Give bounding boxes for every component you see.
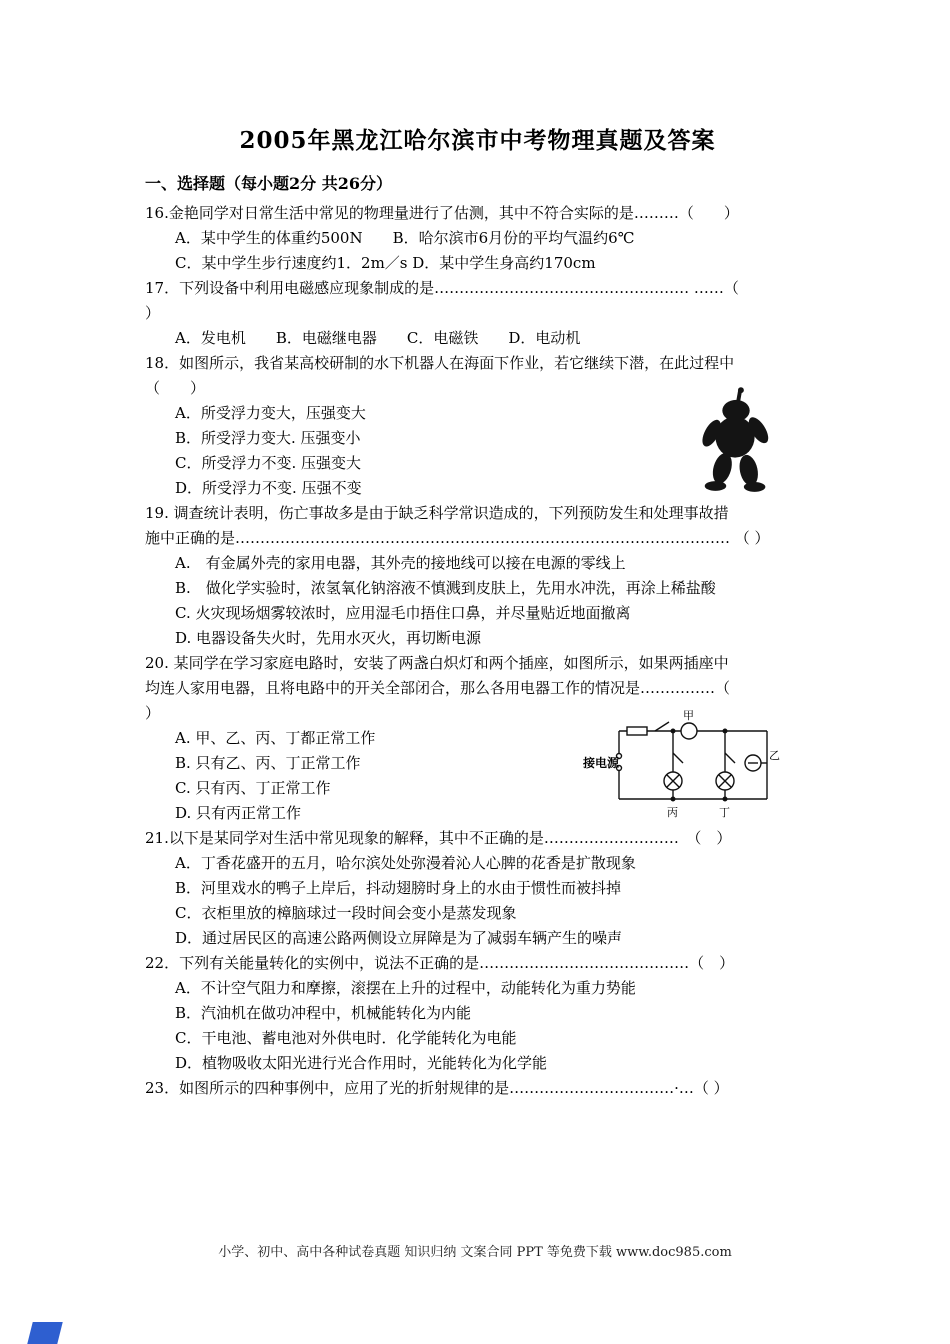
option-line: D．通过居民区的高速公路两侧设立屏障是为了减弱车辆产生的噪声	[175, 929, 623, 947]
circuit-label-bing: 丙	[667, 806, 678, 819]
option-line: A．发电机 B．电磁继电器 C．电磁铁 D．电动机	[175, 329, 581, 347]
question-stem-line: 16.金艳同学对日常生活中常见的物理量进行了估测，其中不符合实际的是………（ ）	[145, 204, 739, 222]
option-line: A．不计空气阻力和摩擦，滚摆在上升的过程中，动能转化为重力势能	[175, 979, 636, 997]
option-line: A．所受浮力变大，压强变大	[175, 404, 366, 422]
option-line: A. 甲、乙、丙、丁都正常工作	[175, 729, 376, 747]
circuit-power-label: 接电源	[583, 756, 620, 770]
question-stem-line: 23．如图所示的四种事例中，应用了光的折射规律的是……………………………·…（ ）	[145, 1079, 729, 1097]
option-line: C．所受浮力不变. 压强变大	[175, 454, 362, 472]
option-line: D．植物吸收太阳光进行光合作用时，光能转化为化学能	[175, 1054, 548, 1072]
question-stem-line: 均连人家用电器，且将电路中的开关全部闭合，那么各用电器工作的情况是……………（	[145, 679, 731, 697]
question-stem-line: ）	[145, 304, 161, 322]
page-title: 2005年黑龙江哈尔滨市中考物理真题及答案	[239, 127, 716, 154]
option-line: C．衣柜里放的樟脑球过一段时间会变小是蒸发现象	[175, 904, 517, 922]
option-line: A. 有金属外壳的家用电器，其外壳的接地线可以接在电源的零线上	[175, 554, 626, 572]
question-stem-line: （ ）	[145, 379, 206, 397]
question-20	[145, 651, 810, 826]
circuit-label-jia: 甲	[683, 709, 694, 722]
question-stem-line: 19. 调查统计表明，伤亡事故多是由于缺乏科学常识造成的，下列预防发生和处理事故措	[145, 504, 729, 522]
question-stem-line: 21.以下是某同学对生活中常见现象的解释，其中不正确的是……………………… （ ）	[145, 829, 732, 847]
question-21	[145, 826, 810, 951]
option-line: C．某中学生步行速度约1．2m／s D．某中学生身高约170cm	[175, 254, 596, 272]
underwater-robot-icon	[693, 385, 781, 495]
question-stem-line: 施中正确的是……………………………………………………………………………………… （ ）	[145, 529, 770, 547]
question-16	[145, 201, 810, 276]
question-stem-line: 20. 某同学在学习家庭电路时，安装了两盏白炽灯和两个插座，如图所示，如果两插座中	[145, 654, 729, 672]
option-line: B. 做化学实验时，浓氢氧化钠溶液不慎溅到皮肤上，先用水冲洗，再涂上稀盐酸	[175, 579, 716, 597]
option-line: B．河里戏水的鸭子上岸后，抖动翅膀时身上的水由于惯性而被抖掉	[175, 879, 622, 897]
question-19	[145, 501, 810, 651]
circuit-diagram-icon	[583, 709, 781, 819]
section-header: 一、选择题（每小题2分 共26分）	[145, 174, 392, 193]
question-17	[145, 276, 810, 351]
question-stem-line: ）	[145, 704, 161, 722]
question-stem-line: 22．下列有关能量转化的实例中，说法不正确的是……………………………………（ ）	[145, 954, 735, 972]
page-footer: 小学、初中、高中各种试卷真题 知识归纳 文案合同 PPT 等免费下载 www.doc985.com	[218, 1245, 732, 1260]
option-line: B. 只有乙、丙、丁正常工作	[175, 754, 361, 772]
circuit-label-ding: 丁	[719, 806, 730, 819]
option-line: C. 火灾现场烟雾较浓时，应用湿毛巾捂住口鼻，并尽量贴近地面撤离	[175, 604, 631, 622]
underwater-robot-figure	[693, 385, 781, 495]
corner-decoration	[27, 1322, 62, 1344]
option-line: C. 只有丙、丁正常工作	[175, 779, 331, 797]
question-22	[145, 951, 810, 1076]
option-line: D．所受浮力不变. 压强不变	[175, 479, 362, 497]
option-line: D. 电器设备失火时，先用水灭火，再切断电源	[175, 629, 482, 647]
question-stem-line: 17．下列设备中利用电磁感应现象制成的是…………………………………………… ……（	[145, 279, 739, 297]
circuit-diagram-figure	[583, 709, 781, 819]
question-23	[145, 1076, 810, 1101]
circuit-label-yi: 乙	[769, 749, 780, 762]
option-line: D. 只有丙正常工作	[175, 804, 302, 822]
question-18	[145, 351, 810, 501]
option-line: B．汽油机在做功冲程中，机械能转化为内能	[175, 1004, 472, 1022]
option-line: A．丁香花盛开的五月，哈尔滨处处弥漫着沁人心脾的花香是扩散现象	[175, 854, 636, 872]
option-line: B．所受浮力变大. 压强变小	[175, 429, 361, 447]
question-stem-line: 18．如图所示，我省某高校研制的水下机器人在海面下作业，若它继续下潜，在此过程中	[145, 354, 735, 372]
option-line: A．某中学生的体重约500N B．哈尔滨市6月份的平均气温约6℃	[175, 229, 635, 247]
option-line: C．干电池、蓄电池对外供电时．化学能转化为电能	[175, 1029, 517, 1047]
